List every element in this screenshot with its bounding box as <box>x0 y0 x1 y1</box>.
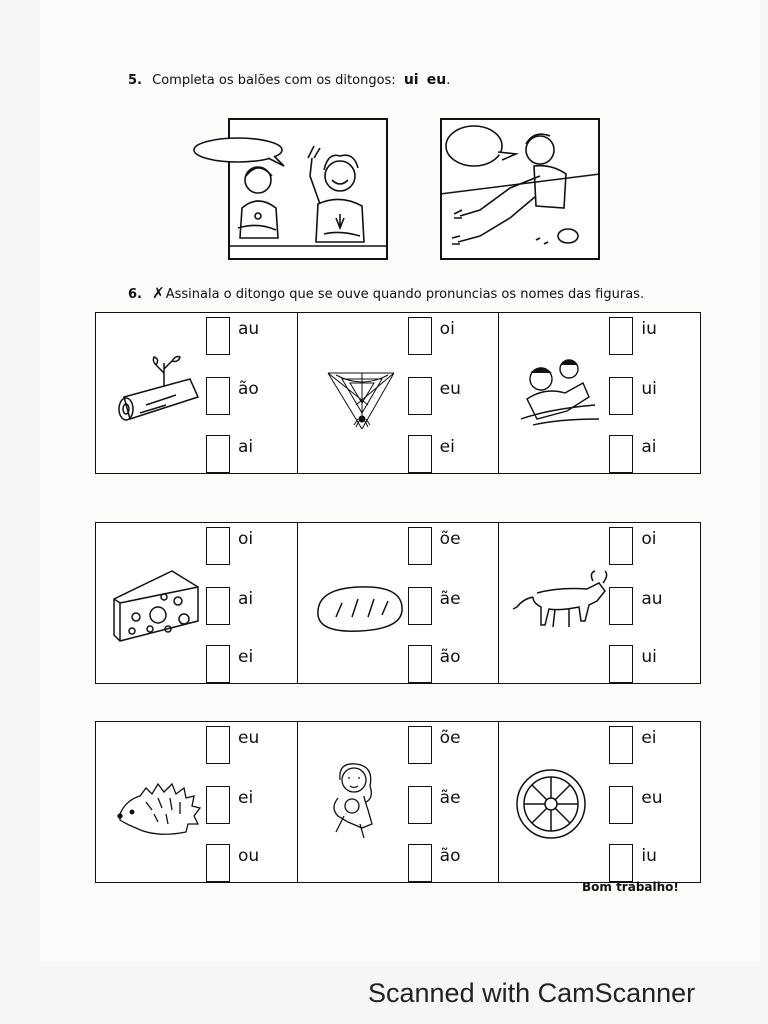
checkbox[interactable] <box>408 527 432 565</box>
option-oe <box>408 525 498 565</box>
checkbox[interactable] <box>408 317 432 355</box>
option-label: eu <box>439 379 461 399</box>
answer-row-1 <box>95 312 701 474</box>
option-label: ão <box>439 846 461 866</box>
option-label: ão <box>439 647 461 667</box>
option-label: au <box>641 589 663 609</box>
answer-cell-spider-web <box>298 313 500 473</box>
checkbox[interactable] <box>609 844 633 882</box>
scene-boy-hurt-foot <box>440 118 600 260</box>
option-label: ei <box>641 728 657 748</box>
mother-child-icon <box>308 758 414 848</box>
option-label: ãe <box>439 788 461 808</box>
checkbox[interactable] <box>609 435 633 473</box>
diphthong-eu: eu <box>426 72 447 88</box>
option-label: ui <box>641 647 657 667</box>
option-label: ui <box>641 379 657 399</box>
option-label: ai <box>238 437 254 457</box>
option-iu <box>609 842 699 882</box>
option-ui <box>609 643 699 683</box>
option-ou <box>206 842 296 882</box>
hedgehog-icon <box>106 758 212 848</box>
answer-row-2 <box>95 522 701 684</box>
answer-cell-hedgehog <box>96 722 298 882</box>
checkbox[interactable] <box>609 786 633 824</box>
checkbox[interactable] <box>609 645 633 683</box>
exercise-5-text: Completa os balões com os ditongos: <box>152 73 396 88</box>
exercise-5-period: . <box>446 73 451 88</box>
option-label: oi <box>641 529 657 549</box>
option-label: iu <box>641 319 657 339</box>
cheese-icon <box>106 559 212 649</box>
option-eu <box>609 784 699 824</box>
option-ae <box>408 784 498 824</box>
option-label: ãe <box>439 589 461 609</box>
answer-cell-father-son <box>499 313 700 473</box>
option-eu <box>206 724 296 764</box>
checkbox[interactable] <box>609 726 633 764</box>
boy-illustration <box>440 118 600 260</box>
option-label: ai <box>238 589 254 609</box>
checkbox[interactable] <box>206 377 230 415</box>
option-au <box>609 585 699 625</box>
checkbox[interactable] <box>408 587 432 625</box>
option-label: ou <box>238 846 260 866</box>
option-ai <box>206 433 296 473</box>
option-oi <box>609 525 699 565</box>
option-label: au <box>238 319 260 339</box>
answer-cell-bread <box>298 523 500 683</box>
checkbox[interactable] <box>206 317 230 355</box>
checkbox[interactable] <box>609 587 633 625</box>
option-ai <box>609 433 699 473</box>
option-label: oi <box>238 529 254 549</box>
exercise-6-number: 6. <box>128 287 142 302</box>
checkbox[interactable] <box>408 435 432 473</box>
option-ui <box>609 375 699 415</box>
option-ai <box>206 585 296 625</box>
option-label: õe <box>439 728 461 748</box>
bread-icon <box>308 559 414 649</box>
option-label: oi <box>439 319 455 339</box>
checkbox[interactable] <box>206 527 230 565</box>
children-illustration <box>228 118 388 260</box>
checkbox[interactable] <box>206 786 230 824</box>
answer-cell-cheese <box>96 523 298 683</box>
ox-icon <box>509 559 615 649</box>
option-eu <box>408 375 498 415</box>
answer-cell-ox <box>499 523 700 683</box>
option-label: iu <box>641 846 657 866</box>
checkbox[interactable] <box>206 435 230 473</box>
option-ei <box>206 784 296 824</box>
checkbox[interactable] <box>609 527 633 565</box>
cross-mark-icon: ✗ <box>152 284 165 302</box>
log-icon <box>106 349 212 439</box>
option-label: ei <box>238 647 254 667</box>
option-label: eu <box>641 788 663 808</box>
option-label: õe <box>439 529 461 549</box>
option-ei <box>206 643 296 683</box>
father-son-icon <box>509 349 615 439</box>
answer-cell-wheel <box>499 722 700 882</box>
checkbox[interactable] <box>408 377 432 415</box>
option-ao <box>206 375 296 415</box>
answer-cell-mother-child <box>298 722 500 882</box>
option-ei <box>609 724 699 764</box>
checkbox[interactable] <box>408 844 432 882</box>
option-ao <box>408 643 498 683</box>
closing-message: Bom trabalho! <box>582 880 679 894</box>
checkbox[interactable] <box>206 844 230 882</box>
option-label: ei <box>439 437 455 457</box>
option-au <box>206 315 296 355</box>
option-label: ei <box>238 788 254 808</box>
checkbox[interactable] <box>609 317 633 355</box>
exercise-6-text: Assinala o ditongo que se ouve quando pronuncias os nomes das figuras. <box>165 287 645 302</box>
option-ae <box>408 585 498 625</box>
wheel-icon <box>509 758 615 848</box>
option-label: ai <box>641 437 657 457</box>
option-oe <box>408 724 498 764</box>
checkbox[interactable] <box>609 377 633 415</box>
option-oi <box>206 525 296 565</box>
checkbox[interactable] <box>206 726 230 764</box>
checkbox[interactable] <box>206 645 230 683</box>
answer-cell-log <box>96 313 298 473</box>
answer-row-3 <box>95 721 701 883</box>
diphthong-ui: ui <box>403 72 419 88</box>
exercise-5-number: 5. <box>128 73 142 88</box>
scanner-watermark: Scanned with CamScanner <box>368 978 696 1008</box>
option-label: ão <box>238 379 259 399</box>
checkbox[interactable] <box>408 726 432 764</box>
checkbox[interactable] <box>408 645 432 683</box>
scene-two-children <box>228 118 388 260</box>
spider-web-icon <box>308 349 414 439</box>
checkbox[interactable] <box>206 587 230 625</box>
speech-balloon-2 <box>446 126 502 166</box>
checkbox[interactable] <box>408 786 432 824</box>
exercise-5-heading <box>128 72 450 88</box>
option-ei <box>408 433 498 473</box>
exercise-6-heading <box>128 284 644 302</box>
option-iu <box>609 315 699 355</box>
option-ao <box>408 842 498 882</box>
option-oi <box>408 315 498 355</box>
option-label: eu <box>238 728 260 748</box>
